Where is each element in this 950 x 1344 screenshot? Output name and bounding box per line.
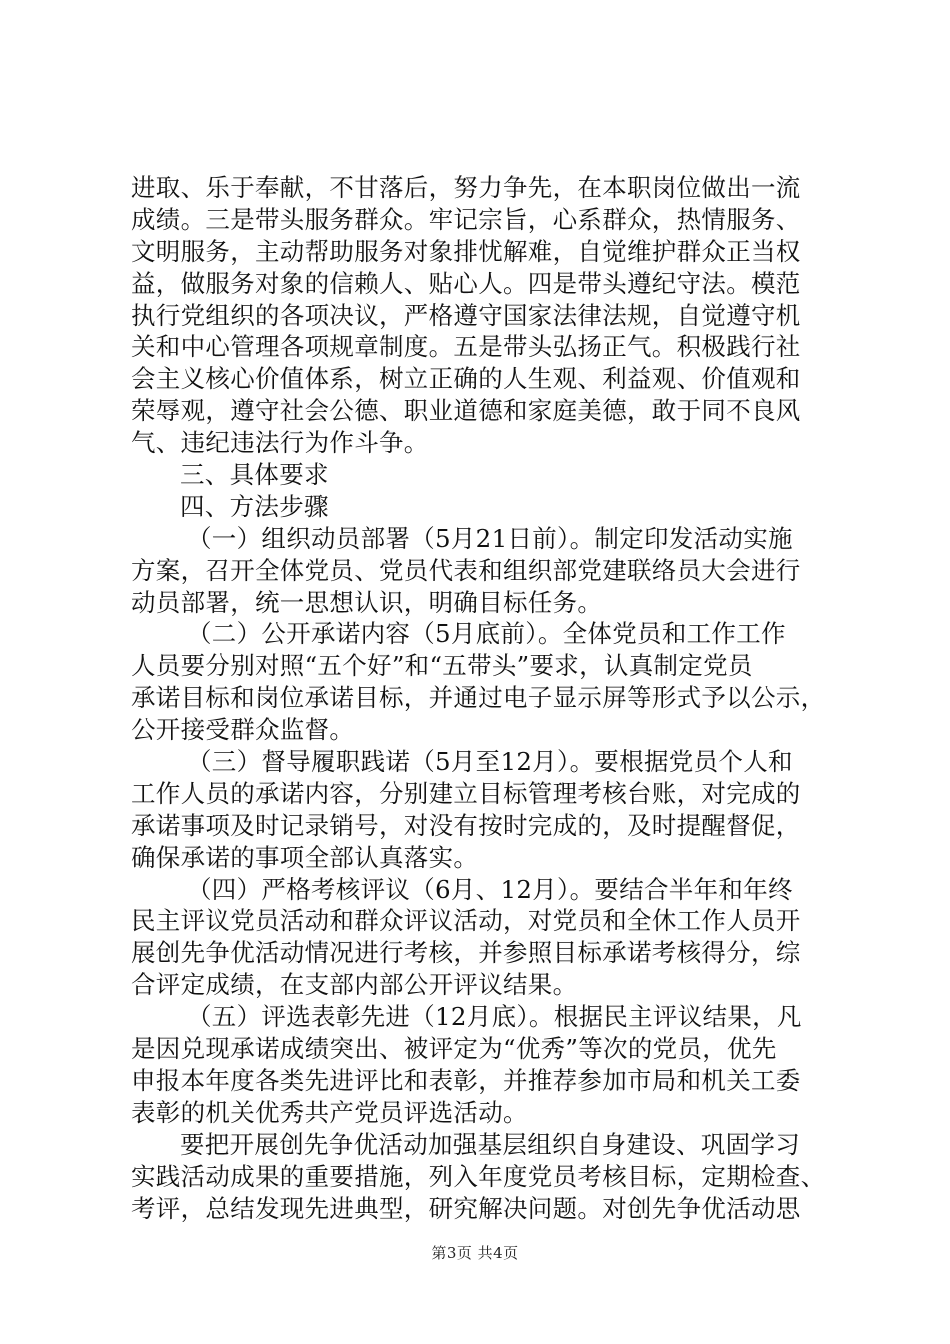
- closing-paragraph-first-line: 要把开展创先争优活动加强基层组织自身建设、巩固学习: [180, 1129, 800, 1159]
- body-line: 考评，总结发现先进典型，研究解决问题。对创先争优活动思: [131, 1193, 801, 1223]
- body-line: 展创先争优活动情况进行考核，并参照目标承诺考核得分，综: [131, 938, 801, 968]
- body-line: 会主义核心价值体系，树立正确的人生观、利益观、价值观和: [131, 364, 801, 394]
- body-line: 益，做服务对象的信赖人、贴心人。四是带头遵纪守法。模范: [131, 268, 801, 298]
- document-body: [131, 172, 829, 1224]
- body-line: 人员要分别对照“五个好”和“五带头”要求，认真制定党员: [131, 651, 753, 681]
- section-heading-requirements: 三、具体要求: [180, 460, 329, 490]
- body-line: 动员部署，统一思想认识，明确目标任务。: [131, 587, 603, 617]
- body-line: 进取、乐于奉献，不甘落后，努力争先，在本职岗位做出一流: [131, 173, 801, 202]
- step-2-first-line: （二）公开承诺内容（5月底前）。全体党员和工作工作: [187, 619, 786, 649]
- step-1-first-line: （一）组织动员部署（5月21日前）。制定印发活动实施: [187, 523, 793, 553]
- body-line: 关和中心管理各项规章制度。五是带头弘扬正气。积极践行社: [131, 332, 801, 362]
- body-line: 工作人员的承诺内容，分别建立目标管理考核台账，对完成的: [131, 778, 801, 808]
- body-line: 承诺事项及时记录销号，对没有按时完成的，及时提醒督促，: [131, 810, 801, 840]
- step-3-first-line: （三）督导履职践诺（5月至12月）。要根据党员个人和: [187, 747, 793, 777]
- body-line: 成绩。三是带头服务群众。牢记宗旨，心系群众，热情服务、: [131, 204, 801, 234]
- body-line: 民主评议党员活动和群众评议活动，对党员和全休工作人员开: [131, 906, 801, 936]
- body-line: 表彰的机关优秀共产党员评选活动。: [131, 1097, 528, 1127]
- body-line: 合评定成绩，在支部内部公开评议结果。: [131, 970, 578, 1000]
- body-line: 是因兑现承诺成绩突出、被评定为“优秀”等次的党员，优先: [131, 1034, 777, 1064]
- body-line: 执行党组织的各项决议，严格遵守国家法律法规，自觉遵守机: [131, 300, 801, 330]
- section-heading-steps: 四、方法步骤: [180, 491, 329, 521]
- body-line: 承诺目标和岗位承诺目标，并通过电子显示屏等形式予以公示，: [131, 683, 826, 713]
- body-line: 申报本年度各类先进评比和表彰，并推荐参加市局和机关工委: [131, 1065, 801, 1095]
- body-line: 气、违纪违法行为作斗争。: [131, 428, 429, 458]
- body-line: 确保承诺的事项全部认真落实。: [131, 842, 479, 872]
- body-line: 公开接受群众监督。: [131, 715, 355, 745]
- page-number-footer: 第3页 共4页: [431, 1244, 519, 1262]
- step-4-first-line: （四）严格考核评议（6月、12月）。要结合半年和年终: [187, 874, 793, 904]
- body-line: 实践活动成果的重要措施，列入年度党员考核目标，定期检查、: [131, 1161, 826, 1191]
- step-5-first-line: （五）评选表彰先进（12月底）。根据民主评议结果，凡: [187, 1002, 802, 1032]
- body-line: 方案，召开全体党员、党员代表和组织部党建联络员大会进行: [131, 555, 801, 585]
- body-line: 文明服务，主动帮助服务对象排忧解难，自觉维护群众正当权: [131, 236, 801, 266]
- body-line: 荣辱观，遵守社会公德、职业道德和家庭美德，敢于同不良风: [131, 396, 801, 426]
